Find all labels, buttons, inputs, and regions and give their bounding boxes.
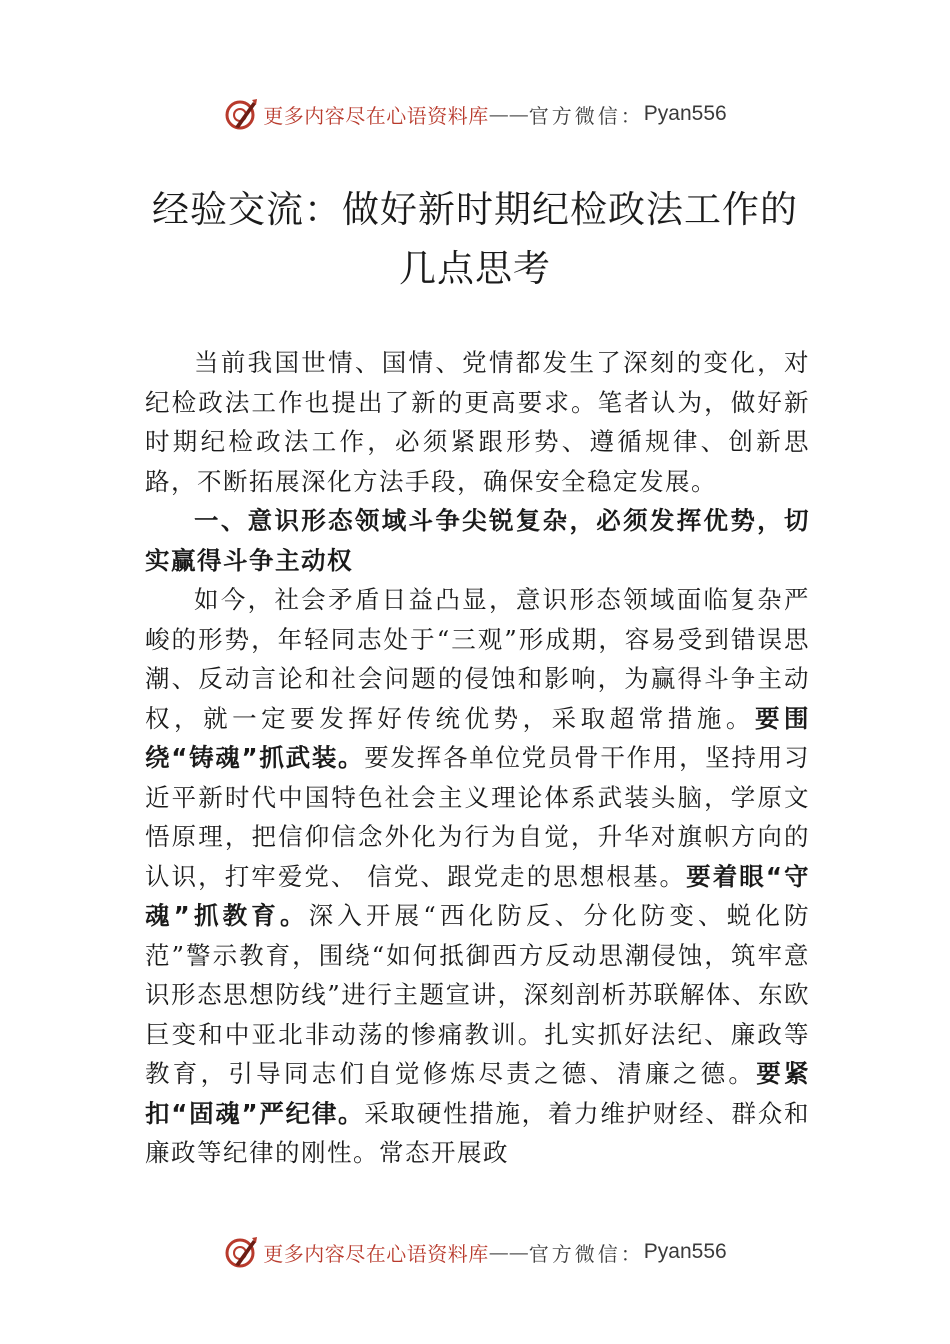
section-1-paragraph: [145, 580, 810, 1173]
document-title: 经验交流：做好新时期纪检政法工作的几点思考: [152, 188, 798, 290]
intro-paragraph: 当前我国世情、国情、党情都发生了深刻的变化，对纪检政法工作也提出了新的更高要求。笔者认为，做好新时期纪检政法工作，必须紧跟形势、遵循规律、创新思路，不断拓展深化方法手段，确保安全稳定发展。: [145, 348, 810, 496]
footer-account: Pyan556: [643, 1240, 727, 1263]
footer-banner: [0, 1232, 950, 1272]
quill-pen-seal-icon: [223, 96, 259, 132]
banner-separator: ——: [488, 102, 529, 126]
quill-pen-seal-icon: [223, 1234, 259, 1270]
footer-separator: ——: [488, 1240, 529, 1264]
section-1-heading: 一、意识形态领域斗争尖锐复杂，必须发挥优势，切实赢得斗争主动权: [145, 506, 810, 575]
banner-official-label: 官方微信：: [528, 103, 644, 128]
section-1-text-2: 要发挥各单位党员骨干作用，坚持用习近平新时代中国特色社会主义理论体系武装头脑，学原文悟原理，把信仰信念外化为行为自觉，升华对旗帜方向的认识，打牢爱党、 信党、跟党走的思想根基。: [145, 743, 810, 891]
footer-brand: 更多内容尽在心语资料库: [263, 1241, 489, 1266]
header-banner: [0, 94, 950, 134]
section-1-text-3: 深入开展“西化防反、分化防变、蜕化防范”警示教育，围绕“如何抵御西方反动思潮侵蚀，筑牢意识形态思想防线”进行主题宣讲，深刻剖析苏联解体、东欧巨变和中亚北非动荡的惨痛教训。扎实抓好法纪、廉政等教育，引导同志们自觉修炼尽责之德、清廉之德。: [145, 901, 810, 1088]
section-1-text-1: 如今，社会矛盾日益凸显，意识形态领域面临复杂严峻的形势，年轻同志处于“三观”形成期，容易受到错误思潮、反动言论和社会问题的侵蚀和影响，为赢得斗争主动权，就一定要发挥好传统优势，采取超常措施。: [145, 585, 810, 733]
banner-brand: 更多内容尽在心语资料库: [263, 103, 489, 128]
section-1-bold-2: 要着眼“守魂”抓教育。: [145, 861, 810, 930]
section-1-bold-1: 要围绕“铸魂”抓武装。: [145, 703, 810, 772]
document-body: [145, 343, 810, 1173]
section-1-bold-3: 要紧扣“固魂”严纪律。: [145, 1059, 811, 1128]
section-1-text-4: 采取硬性措施，着力维护财经、群众和廉政等纪律的刚性。常态开展政: [145, 1098, 810, 1167]
banner-account: Pyan556: [643, 102, 727, 125]
footer-official-label: 官方微信：: [528, 1241, 644, 1266]
